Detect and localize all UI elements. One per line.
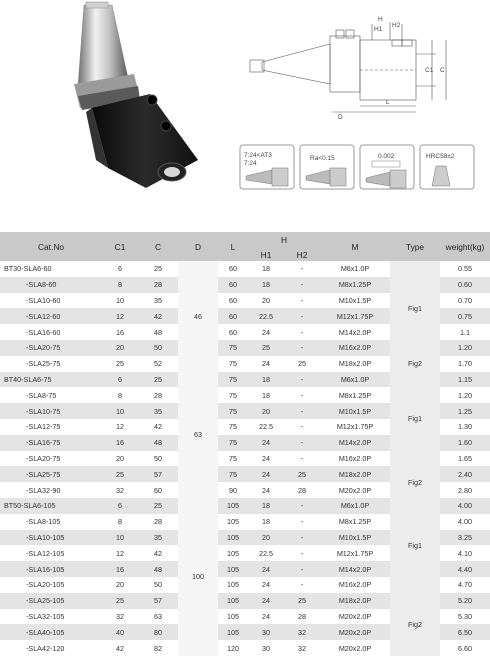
cell-c: 50 [138,577,178,593]
cell-h2: - [284,545,320,561]
cell-c1: 8 [102,514,138,530]
cell-l: 60 [218,293,248,309]
cell-weight: 6.50 [440,624,490,640]
cell-cat-no: -SLA32-90 [0,482,102,498]
cell-weight: 0.75 [440,308,490,324]
cell-c1: 10 [102,403,138,419]
cell-h1: 24 [248,609,284,625]
cell-c1: 16 [102,435,138,451]
cell-weight: 6.60 [440,640,490,656]
cell-m: M20x2.0P [320,624,390,640]
cell-m: M18x2.0P [320,466,390,482]
cell-l: 105 [218,530,248,546]
cell-h2: 25 [284,593,320,609]
header-h: H [248,232,320,248]
cell-h2: - [284,419,320,435]
cell-cat-no: -SLA42-120 [0,640,102,656]
cell-weight: 4.70 [440,577,490,593]
cell-h1: 20 [248,530,284,546]
cell-l: 75 [218,372,248,388]
cell-h1: 30 [248,624,284,640]
cell-c1: 16 [102,324,138,340]
cell-c: 48 [138,324,178,340]
tool-holder-photo [74,2,198,188]
cell-cat-no: -SLA25-75 [0,356,102,372]
cell-c1: 25 [102,593,138,609]
cell-type: Fig2 [390,356,440,372]
cell-h2: - [284,514,320,530]
cell-m: M12x1.75P [320,419,390,435]
cell-c: 57 [138,593,178,609]
cell-h2: 32 [284,624,320,640]
cell-l: 105 [218,514,248,530]
cell-c1: 8 [102,277,138,293]
cell-h1: 24 [248,466,284,482]
cell-c: 42 [138,308,178,324]
cell-weight: 4.00 [440,498,490,514]
product-illustration [0,0,490,232]
cell-h2: 25 [284,466,320,482]
cell-c: 48 [138,435,178,451]
cell-cat-no: -SLA32-105 [0,609,102,625]
cell-cat-no: -SLA16-60 [0,324,102,340]
cell-h2: - [284,530,320,546]
header-weight: weight(kg) [440,232,490,261]
cell-c: 60 [138,482,178,498]
dim-c1-label: C1 [425,67,434,74]
cell-m: M6x1.0P [320,372,390,388]
cell-h2: - [284,293,320,309]
cell-cat-no: -SLA20-105 [0,577,102,593]
cell-c: 57 [138,466,178,482]
runout-badge-label: 0.002 [378,153,395,160]
table-row [0,261,490,277]
cell-m: M14x2.0P [320,435,390,451]
cell-l: 75 [218,435,248,451]
cell-c: 42 [138,419,178,435]
hardness-badge [420,145,474,189]
cell-cat-no: -SLA16-75 [0,435,102,451]
cell-l: 105 [218,577,248,593]
cell-h1: 24 [248,561,284,577]
dim-h1-label: H1 [374,26,383,33]
cell-weight: 1.30 [440,419,490,435]
cell-l: 105 [218,561,248,577]
dim-h2-label: H2 [392,22,401,29]
cell-c: 28 [138,514,178,530]
cell-c1: 25 [102,356,138,372]
cell-h1: 22.5 [248,308,284,324]
table-row [0,593,490,609]
cell-l: 105 [218,498,248,514]
cell-h2: 32 [284,640,320,656]
spec-table [0,232,490,656]
cell-weight: 1.1 [440,324,490,340]
cell-l: 60 [218,277,248,293]
cell-m: M8x1.25P [320,277,390,293]
cell-h2: - [284,451,320,467]
cell-c: 82 [138,640,178,656]
cell-type: Fig1 [390,498,440,593]
cell-h1: 18 [248,277,284,293]
cell-weight: 2.80 [440,482,490,498]
cell-h2: 28 [284,482,320,498]
cell-h2: - [284,403,320,419]
cell-cat-no: -SLA8-60 [0,277,102,293]
cell-type: Fig2 [390,593,440,656]
cell-h1: 18 [248,372,284,388]
cell-h1: 18 [248,498,284,514]
cell-l: 75 [218,403,248,419]
cell-c1: 6 [102,261,138,277]
cell-h2: 25 [284,356,320,372]
cell-m: M10x1.5P [320,293,390,309]
cell-h2: 28 [284,609,320,625]
cell-m: M8x1.25P [320,514,390,530]
cell-weight: 1.65 [440,451,490,467]
cell-cat-no: BT50-SLA6-105 [0,498,102,514]
cell-cat-no: -SLA16-105 [0,561,102,577]
cell-l: 105 [218,593,248,609]
cell-weight: 1.20 [440,387,490,403]
cell-h2: - [284,577,320,593]
cell-c1: 12 [102,419,138,435]
cell-cat-no: -SLA25-105 [0,593,102,609]
cell-c: 28 [138,277,178,293]
cell-h1: 20 [248,403,284,419]
cell-weight: 1.25 [440,403,490,419]
header-m: M [320,232,390,261]
cell-m: M20x2.0P [320,609,390,625]
cell-weight: 1.70 [440,356,490,372]
cell-h2: - [284,277,320,293]
cell-c: 35 [138,403,178,419]
spec-badges [240,145,474,189]
cell-cat-no: -SLA8-105 [0,514,102,530]
cell-h1: 20 [248,293,284,309]
cell-weight: 1.20 [440,340,490,356]
cell-m: M20x2.0P [320,640,390,656]
cell-l: 105 [218,624,248,640]
cell-cat-no: -SLA10-75 [0,403,102,419]
cell-m: M14x2.0P [320,324,390,340]
cell-h1: 18 [248,261,284,277]
cell-h2: - [284,435,320,451]
cell-c: 50 [138,340,178,356]
cell-m: M10x1.5P [320,403,390,419]
cell-c: 25 [138,498,178,514]
cell-cat-no: BT30-SLA6-60 [0,261,102,277]
cell-c: 42 [138,545,178,561]
hardness-badge-label: HRC58±2 [426,153,455,160]
cell-h1: 24 [248,482,284,498]
table-row [0,372,490,388]
cell-h1: 24 [248,451,284,467]
dim-d-label: D [338,114,343,121]
cell-c1: 40 [102,624,138,640]
cell-cat-no: -SLA10-60 [0,293,102,309]
cell-weight: 0.60 [440,277,490,293]
cell-weight: 5.20 [440,593,490,609]
cell-c1: 20 [102,340,138,356]
cell-h1: 18 [248,514,284,530]
cell-h1: 18 [248,387,284,403]
technical-drawing [250,22,446,112]
cell-type: Fig1 [390,372,440,467]
cell-l: 75 [218,451,248,467]
cell-h1: 24 [248,577,284,593]
cell-l: 105 [218,545,248,561]
cell-h2: - [284,261,320,277]
cell-h2: - [284,340,320,356]
cell-m: M6x1.0P [320,261,390,277]
cell-l: 60 [218,261,248,277]
cell-m: M12x1.75P [320,308,390,324]
roughness-badge [300,145,354,189]
cell-c1: 10 [102,293,138,309]
cell-c: 25 [138,372,178,388]
cell-h1: 24 [248,593,284,609]
taper-badge-line1: 7:24<AT3 [244,152,272,159]
cell-m: M20x2.0P [320,482,390,498]
runout-badge [360,145,414,189]
cell-m: M6x1.0P [320,498,390,514]
cell-m: M14x2.0P [320,561,390,577]
cell-l: 105 [218,609,248,625]
dim-c-label: C [440,67,445,74]
cell-cat-no: -SLA12-75 [0,419,102,435]
product-illustration-area [0,0,490,232]
spec-table-body [0,261,490,656]
cell-c1: 20 [102,577,138,593]
cell-weight: 0.55 [440,261,490,277]
cell-cat-no: -SLA12-105 [0,545,102,561]
cell-h1: 25 [248,340,284,356]
cell-c1: 12 [102,308,138,324]
cell-h1: 24 [248,324,284,340]
cell-cat-no: -SLA12-60 [0,308,102,324]
cell-weight: 0.70 [440,293,490,309]
cell-c: 48 [138,561,178,577]
cell-d: 63 [178,372,218,498]
cell-weight: 1.15 [440,372,490,388]
cell-l: 120 [218,640,248,656]
cell-weight: 3.25 [440,530,490,546]
cell-m: M10x1.5P [320,530,390,546]
cell-c: 63 [138,609,178,625]
cell-c: 52 [138,356,178,372]
cell-c1: 6 [102,498,138,514]
cell-weight: 2.40 [440,466,490,482]
cell-c1: 8 [102,387,138,403]
cell-c1: 20 [102,451,138,467]
cell-l: 60 [218,308,248,324]
cell-cat-no: -SLA25-75 [0,466,102,482]
header-d: D [178,232,218,261]
taper-badge-line2: 7:24 [244,160,257,167]
cell-d: 46 [178,261,218,372]
cell-c: 28 [138,387,178,403]
header-row [0,232,490,248]
cell-h1: 22.5 [248,545,284,561]
table-row [0,466,490,482]
cell-c: 50 [138,451,178,467]
header-c1: C1 [102,232,138,261]
cell-weight: 4.00 [440,514,490,530]
cell-cat-no: -SLA10-105 [0,530,102,546]
cell-d: 100 [178,498,218,656]
cell-m: M18x2.0P [320,593,390,609]
cell-l: 75 [218,340,248,356]
table-row [0,498,490,514]
cell-c: 25 [138,261,178,277]
cell-l: 75 [218,466,248,482]
roughness-badge-label: Ra<0.15 [310,155,335,162]
cell-c1: 12 [102,545,138,561]
cell-cat-no: BT40-SLA6-75 [0,372,102,388]
dim-h-label: H [378,16,383,23]
cell-l: 90 [218,482,248,498]
table-row [0,356,490,372]
cell-h2: - [284,561,320,577]
cell-cat-no: -SLA8-75 [0,387,102,403]
cell-m: M12x1.75P [320,545,390,561]
cell-h2: - [284,372,320,388]
header-h2: H2 [284,248,320,261]
cell-c1: 10 [102,530,138,546]
cell-c1: 6 [102,372,138,388]
cell-m: M18x2.0P [320,356,390,372]
cell-c1: 32 [102,609,138,625]
cell-c1: 25 [102,466,138,482]
header-c: C [138,232,178,261]
cell-c1: 16 [102,561,138,577]
cell-weight: 1.60 [440,435,490,451]
taper-badge [240,145,294,189]
cell-c1: 42 [102,640,138,656]
header-h1: H1 [248,248,284,261]
cell-h1: 30 [248,640,284,656]
cell-c: 35 [138,530,178,546]
cell-h1: 24 [248,356,284,372]
cell-h2: - [284,308,320,324]
cell-m: M8x1.25P [320,387,390,403]
cell-m: M16x2.0P [320,451,390,467]
cell-h2: - [284,387,320,403]
cell-m: M16x2.0P [320,340,390,356]
header-cat-no: Cat.No [0,232,102,261]
header-type: Type [390,232,440,261]
cell-c: 35 [138,293,178,309]
cell-l: 60 [218,324,248,340]
cell-cat-no: -SLA20-75 [0,451,102,467]
cell-c: 80 [138,624,178,640]
header-l: L [218,232,248,261]
cell-type: Fig2 [390,466,440,498]
cell-cat-no: -SLA40-105 [0,624,102,640]
cell-l: 75 [218,419,248,435]
cell-cat-no: -SLA20-75 [0,340,102,356]
cell-m: M16x2.0P [320,577,390,593]
cell-h2: - [284,498,320,514]
cell-h2: - [284,324,320,340]
cell-c1: 32 [102,482,138,498]
cell-weight: 4.40 [440,561,490,577]
dim-l-label: L [386,99,390,106]
cell-h1: 24 [248,435,284,451]
cell-weight: 5.30 [440,609,490,625]
cell-h1: 22.5 [248,419,284,435]
cell-l: 75 [218,387,248,403]
cell-type: Fig1 [390,261,440,356]
cell-weight: 4.10 [440,545,490,561]
cell-l: 75 [218,356,248,372]
